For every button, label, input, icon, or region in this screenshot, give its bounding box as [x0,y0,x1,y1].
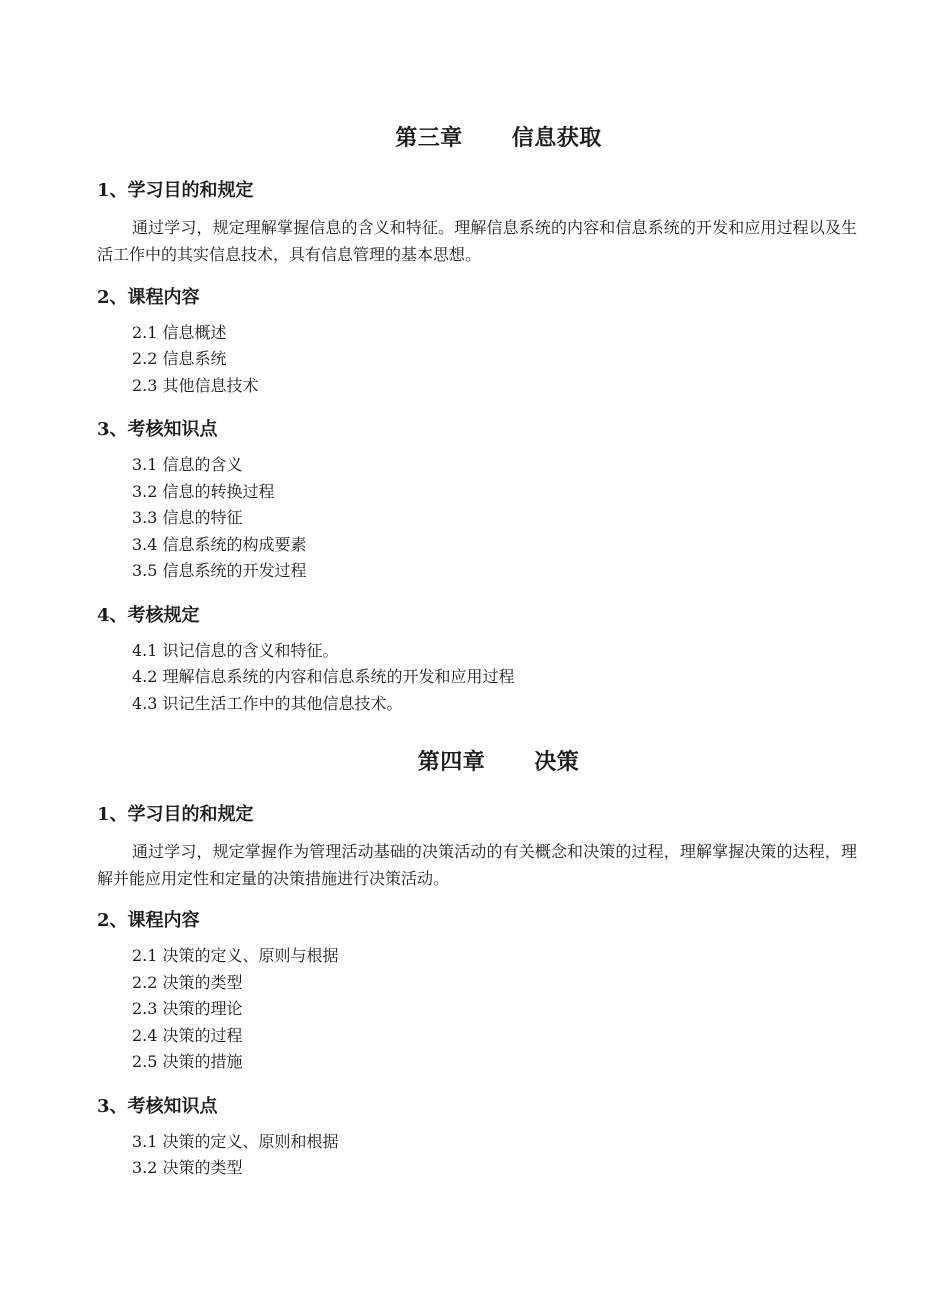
ch3-sec4-item-2: 4.2 理解信息系统的内容和信息系统的开发和应用过程 [132,667,515,686]
ch3-sec3-item-2: 3.2 信息的转换过程 [132,482,275,501]
ch4-section-3-heading: 3、考核知识点 [97,1096,218,1117]
chapter-3-title: 第三章 信息获取 [395,125,602,151]
ch3-sec3-item-5: 3.5 信息系统的开发过程 [132,561,307,580]
ch3-section-2-heading: 2、课程内容 [97,287,200,308]
ch4-sec2-item-5: 2.5 决策的措施 [132,1052,243,1071]
ch3-section-1-heading: 1、学习目的和规定 [97,180,254,201]
ch3-sec4-item-3: 4.3 识记生活工作中的其他信息技术。 [132,694,403,713]
chapter-4-title: 第四章 决策 [417,749,580,775]
ch3-sec2-item-3: 2.3 其他信息技术 [132,376,259,395]
ch4-sec2-item-2: 2.2 决策的类型 [132,973,243,992]
ch3-section-4-heading: 4、考核规定 [97,605,200,626]
ch3-sec3-item-1: 3.1 信息的含义 [132,455,243,474]
ch3-section-3-heading: 3、考核知识点 [97,419,218,440]
ch4-section-1-heading: 1、学习目的和规定 [97,804,254,825]
ch3-sec2-item-2: 2.2 信息系统 [132,349,227,368]
ch3-section-1-paragraph: 通过学习，规定理解掌握信息的含义和特征。理解信息系统的内容和信息系统的开发和应用过程以及生活工作中的其实信息技术，具有信息管理的基本思想。 [97,218,857,264]
ch4-section-2-heading: 2、课程内容 [97,910,200,931]
ch4-sec2-item-4: 2.4 决策的过程 [132,1026,243,1045]
ch4-sec2-item-1: 2.1 决策的定义、原则与根据 [132,946,339,965]
ch4-sec2-item-3: 2.3 决策的理论 [132,999,243,1018]
ch4-section-1-paragraph: 通过学习，规定掌握作为管理活动基础的决策活动的有关概念和决策的过程，理解掌握决策的达程，理解并能应用定性和定量的决策措施进行决策活动。 [97,842,857,888]
ch4-sec3-item-1: 3.1 决策的定义、原则和根据 [132,1132,339,1151]
ch3-sec2-item-1: 2.1 信息概述 [132,323,227,342]
ch3-sec3-item-3: 3.3 信息的特征 [132,508,243,527]
ch3-sec3-item-4: 3.4 信息系统的构成要素 [132,535,307,554]
ch4-sec3-item-2: 3.2 决策的类型 [132,1158,243,1177]
ch3-sec4-item-1: 4.1 识记信息的含义和特征。 [132,641,339,660]
